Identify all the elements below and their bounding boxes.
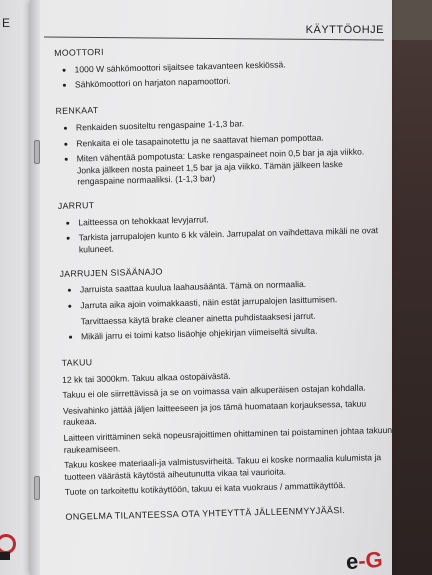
left-page-letter: E (2, 16, 11, 30)
list-item: • Miten vähentää pompotusta: Laske rengaspaineet noin 0,5 bar ja aja viikko. Jonka jälkeen nosta paineet 1,5 bar ja aja viikko. Tämän jälkeen laske rengaspaine normaaliksi. (1-1,3 bar) (77, 146, 388, 188)
header-divider (44, 37, 384, 41)
page-content (54, 40, 396, 523)
warranty-paragraph: Laitteen virittäminen sekä nopeusrajoittimen ohittaminen tai poistaminen johtaa takuun raukeamiseen. (63, 424, 393, 455)
staple-icon (34, 140, 40, 164)
section-list-jarrujen-sisaanajo-extra (61, 324, 391, 344)
page-header-title: KÄYTTÖOHJE (305, 24, 384, 36)
warranty-paragraph: Tuote on tarkoitettu kotikäyttöön, takuu ei kata vuokraus / ammattikäyttöä. (64, 480, 346, 498)
staple-icon (34, 476, 40, 500)
brake-cleaner-note: Tarvittaessa käytä brake cleaner ainetta puhdistaaksesi jarrut. (80, 310, 316, 327)
section-list-renkaat (56, 115, 388, 189)
logo-text-accent: -G (357, 546, 384, 574)
list-item: • Sähkömoottori on harjaton napamoottori. (75, 72, 385, 91)
list-item: • Renkaita ei ole tasapainotettu ja ne saattavat hieman pompottaa. (76, 130, 386, 149)
section-heading-moottori: MOOTTORI (54, 46, 104, 58)
list-item: • Tarkista jarrupalojen kunto 6 kk välein. Jarrupalat on vaihdettava mikäli ne ovat kuluneet. (79, 225, 389, 256)
section-heading-jarrut: JARRUT (57, 199, 95, 211)
brand-logo (345, 547, 383, 575)
list-item: • Laitteessa on tehokkaat levyjarrut. (78, 210, 388, 229)
left-page-logo-icon (0, 534, 14, 560)
list-item: • Renkaiden suositeltu rengaspaine 1-1,3 bar. (76, 115, 386, 134)
warranty-paragraph: 12 kk tai 3000km. Takuu alkaa ostopäivästä. (61, 370, 231, 385)
contact-reseller-notice: ONGELMA TILANTEESSA OTA YHTEYTTÄ JÄLLEENMYYJÄÄSI. (65, 505, 346, 522)
list-item: • Jarruta aika ajoin voimakkaasti, näin estät jarrupalojen lasittumisen. (80, 293, 390, 312)
list-item: • Mikäli jarru ei toimi katso lisäohje ohjekirjan viimeiseltä sivulta. (81, 324, 391, 343)
section-list-jarrujen-sisaanajo (60, 277, 391, 312)
section-heading-renkaat: RENKAAT (55, 104, 99, 117)
warranty-paragraph: Takuu ei ole siirrettävissä ja se on voimassa vain alkuperäisen ostajan kohdalla. (62, 382, 366, 401)
list-item: • 1000 W sähkömoottori sijaitsee takavanteen keskiössä. (74, 57, 384, 76)
warranty-paragraph: Vesivahinko jättää jäljen laitteeseen ja jos tämä huomataan korjauksessa, takuu raukeaa. (62, 398, 367, 428)
logo-text: e (345, 548, 360, 575)
warranty-paragraph: Takuu koskee materiaali-ja valmistusvirheitä. Takuu ei koske normaalia kulumista ja tuotteen väärästä käytöstä aiheutunutta vikaa tai vaurioita. (64, 452, 382, 482)
section-list-moottori (54, 57, 385, 92)
manual-page (30, 0, 392, 575)
section-heading-takuu: TAKUU (61, 356, 93, 368)
list-item: • Jarruista saattaa kuulua laahausääntä. Tämä on normaalia. (80, 277, 390, 296)
section-heading-jarrujen-sisaanajo: JARRUJEN SISÄÄNAJO (59, 265, 163, 279)
section-list-jarrut (58, 210, 389, 257)
